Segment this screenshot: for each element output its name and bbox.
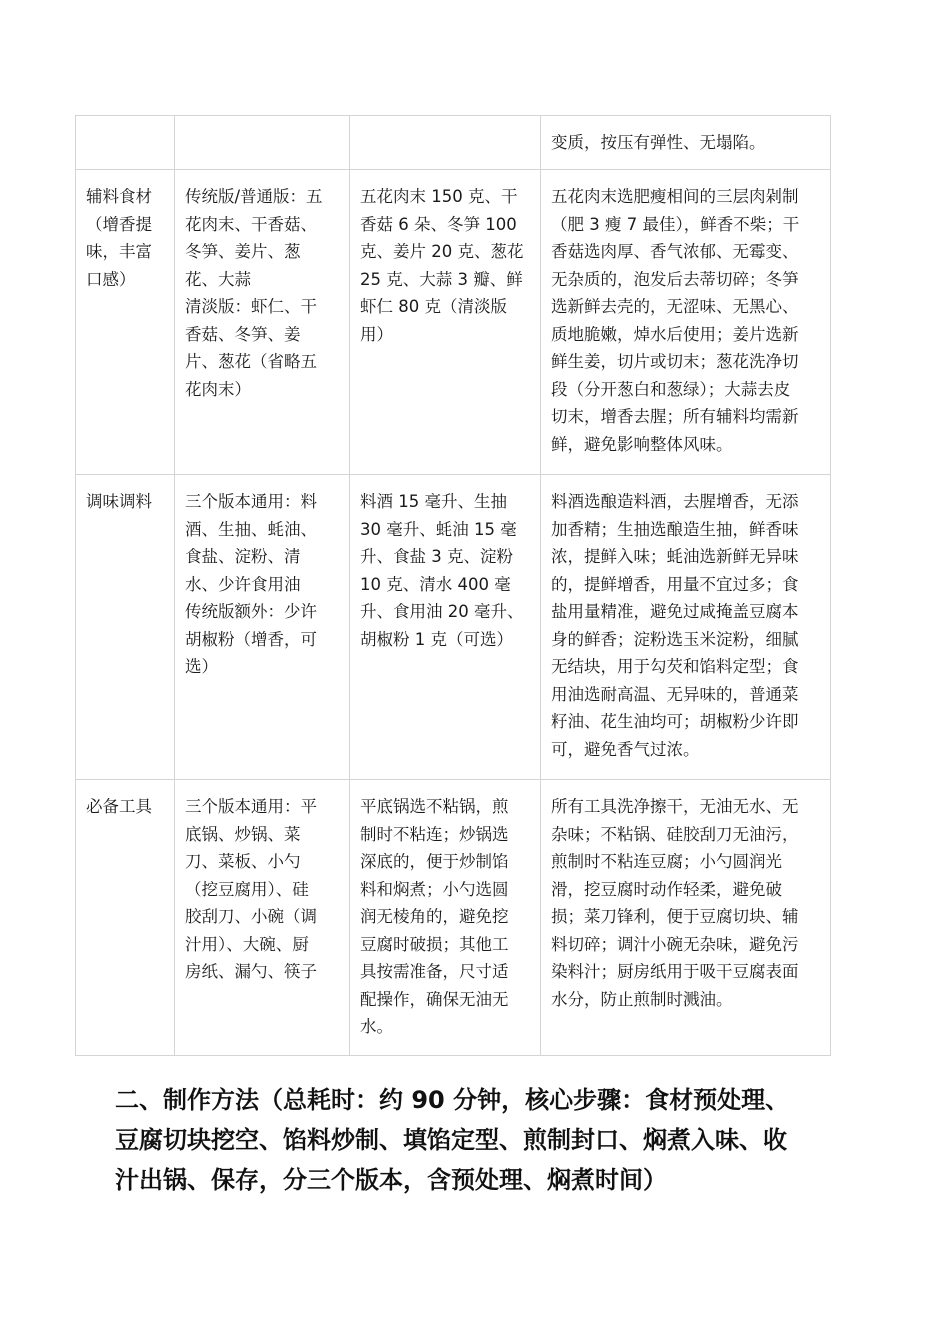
- table-row: [76, 475, 831, 780]
- notes-cell: 五花肉末选肥瘦相间的三层肉剁制 （肥 3 瘦 7 最佳），鲜香不柴；干 香菇选肉厚、香气浓郁、无霉变、 无杂质的，泡发后去蒂切碎；冬笋 选新鲜去壳的，无涩味、无黑心、 质地脆嫩，焯水后使用；姜片选新 鲜生姜，切片或切末；葱花洗净切 段（分开葱白和葱绿）；大蒜去皮 切末，增香去腥；所有辅料均需新 鲜，避免影响整体风味。: [541, 170, 831, 475]
- versions-cell: [175, 116, 350, 170]
- versions-cell: 三个版本通用：料 酒、生抽、蚝油、 食盐、淀粉、清 水、少许食用油 传统版额外：少许 胡椒粉（增香，可 选）: [175, 475, 350, 780]
- notes-cell: 料酒选酿造料酒，去腥增香，无添 加香精；生抽选酿造生抽，鲜香味 浓，提鲜入味；蚝油选新鲜无异味 的，提鲜增香，用量不宜过多；食 盐用量精准，避免过咸掩盖豆腐本 身的鲜香；淀粉选玉米淀粉，细腻 无结块，用于勾芡和馅料定型；食 用油选耐高温、无异味的，普通菜 籽油、花生油均可；胡椒粉少许即 可，避免香气过浓。: [541, 475, 831, 780]
- amounts-cell: 平底锅选不粘锅，煎 制时不粘连；炒锅选 深底的，便于炒制馅 料和焖煮；小勺选圆 润无棱角的，避免挖 豆腐时破损；其他工 具按需准备，尺寸适 配操作，确保无油无 水。: [350, 780, 541, 1056]
- amounts-cell: 五花肉末 150 克、干 香菇 6 朵、冬笋 100 克、姜片 20 克、葱花 25 克、大蒜 3 瓣、鲜 虾仁 80 克（清淡版 用）: [350, 170, 541, 475]
- table-row: [76, 780, 831, 1056]
- category-cell: 必备工具: [76, 780, 175, 1056]
- versions-cell: 三个版本通用：平 底锅、炒锅、菜 刀、菜板、小勺 （挖豆腐用）、硅 胶刮刀、小碗（调 汁用）、大碗、厨 房纸、漏勺、筷子: [175, 780, 350, 1056]
- category-cell: [76, 116, 175, 170]
- notes-cell: 所有工具洗净擦干，无油无水、无 杂味；不粘锅、硅胶刮刀无油污， 煎制时不粘连豆腐；小勺圆润光 滑，挖豆腐时动作轻柔，避免破 损；菜刀锋利，便于豆腐切块、辅 料切碎；调汁小碗无杂味，避免污 染料汁；厨房纸用于吸干豆腐表面 水分，防止煎制时溅油。: [541, 780, 831, 1056]
- table-row: [76, 170, 831, 475]
- ingredients-table: [75, 115, 831, 1056]
- amounts-cell: 料酒 15 毫升、生抽 30 毫升、蚝油 15 毫 升、食盐 3 克、淀粉 10 克、清水 400 毫 升、食用油 20 毫升、 胡椒粉 1 克（可选）: [350, 475, 541, 780]
- category-cell: 调味调料: [76, 475, 175, 780]
- notes-cell: 变质，按压有弹性、无塌陷。: [541, 116, 831, 170]
- section-heading: 二、制作方法（总耗时：约 90 分钟，核心步骤：食材预处理、 豆腐切块挖空、馅料炒制、填馅定型、煎制封口、焖煮入味、收 汁出锅、保存，分三个版本，含预处理、焖煮时间）: [115, 1086, 790, 1194]
- amounts-cell: [350, 116, 541, 170]
- category-cell: 辅料食材 （增香提 味，丰富 口感）: [76, 170, 175, 475]
- table-row: [76, 116, 831, 170]
- versions-cell: 传统版/普通版：五 花肉末、干香菇、 冬笋、姜片、葱 花、大蒜 清淡版：虾仁、干 香菇、冬笋、姜 片、葱花（省略五 花肉末）: [175, 170, 350, 475]
